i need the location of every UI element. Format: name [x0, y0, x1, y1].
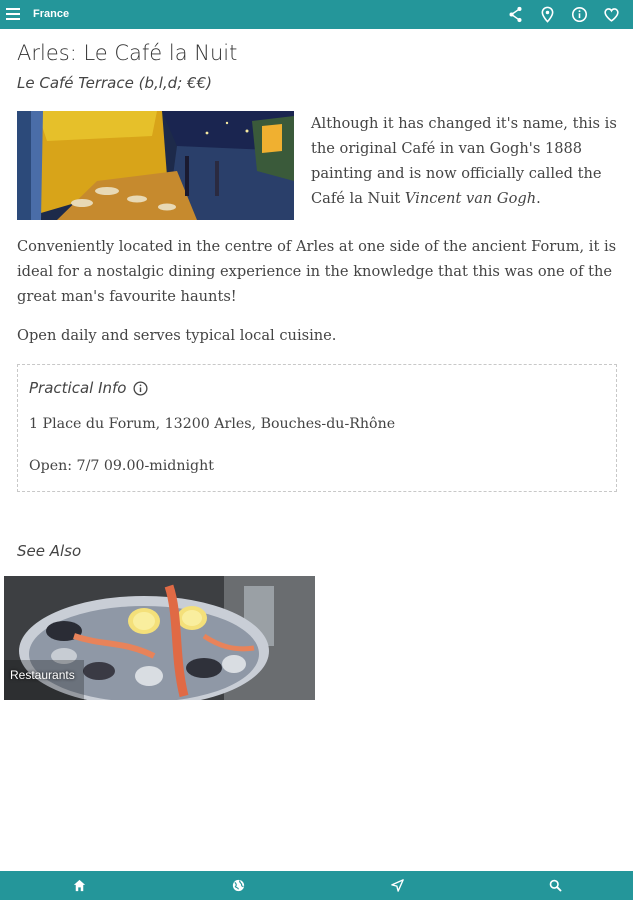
opening-paragraph: Open daily and serves typical local cuisine.: [17, 327, 337, 344]
globe-icon[interactable]: [231, 878, 246, 893]
navigation-arrow-icon[interactable]: [390, 878, 405, 893]
page-subtitle: Le Café Terrace (b,l,d; €€): [17, 74, 212, 92]
opening-hours-text: Open: 7/7 09.00-midnight: [29, 458, 214, 474]
article-content: [17, 40, 617, 492]
heart-icon[interactable]: [602, 5, 621, 24]
bottom-nav-bar: [0, 871, 633, 900]
top-app-bar: [0, 0, 633, 29]
see-also-heading: See Also: [17, 542, 82, 560]
info-icon[interactable]: [570, 5, 589, 24]
top-actions: [506, 5, 621, 24]
location-pin-icon[interactable]: [538, 5, 557, 24]
practical-info-title: Practical Info: [29, 379, 127, 397]
address-text: 1 Place du Forum, 13200 Arles, Bouches-du-Rhône: [29, 416, 396, 432]
intro-section: [17, 111, 617, 309]
intro-cafe-name: Vincent van Gogh: [404, 190, 537, 207]
practical-info-heading: [29, 379, 149, 397]
page-title: Arles: Le Café la Nuit: [17, 41, 238, 65]
app-title: France: [33, 8, 70, 20]
restaurants-card[interactable]: [4, 576, 315, 700]
menu-icon[interactable]: [6, 8, 20, 20]
restaurants-card-label: Restaurants: [10, 668, 75, 682]
share-icon[interactable]: [506, 5, 525, 24]
practical-info-box: [17, 364, 617, 492]
cafe-terrace-painting-image[interactable]: [17, 111, 294, 220]
info-icon[interactable]: [132, 380, 149, 397]
intro-text: Although it has changed it's name, this is the original Café in van Gogh's 1888 painting and is now officially called the Café la Nuit: [311, 115, 617, 207]
home-icon[interactable]: [72, 878, 87, 893]
search-icon[interactable]: [548, 878, 563, 893]
intro-period: .: [536, 190, 541, 207]
location-paragraph: Conveniently located in the centre of Arles at one side of the ancient Forum, it is ideal for a nostalgic dining experience in the knowledge that this was one of the great man's favourite haunts!: [17, 238, 617, 305]
